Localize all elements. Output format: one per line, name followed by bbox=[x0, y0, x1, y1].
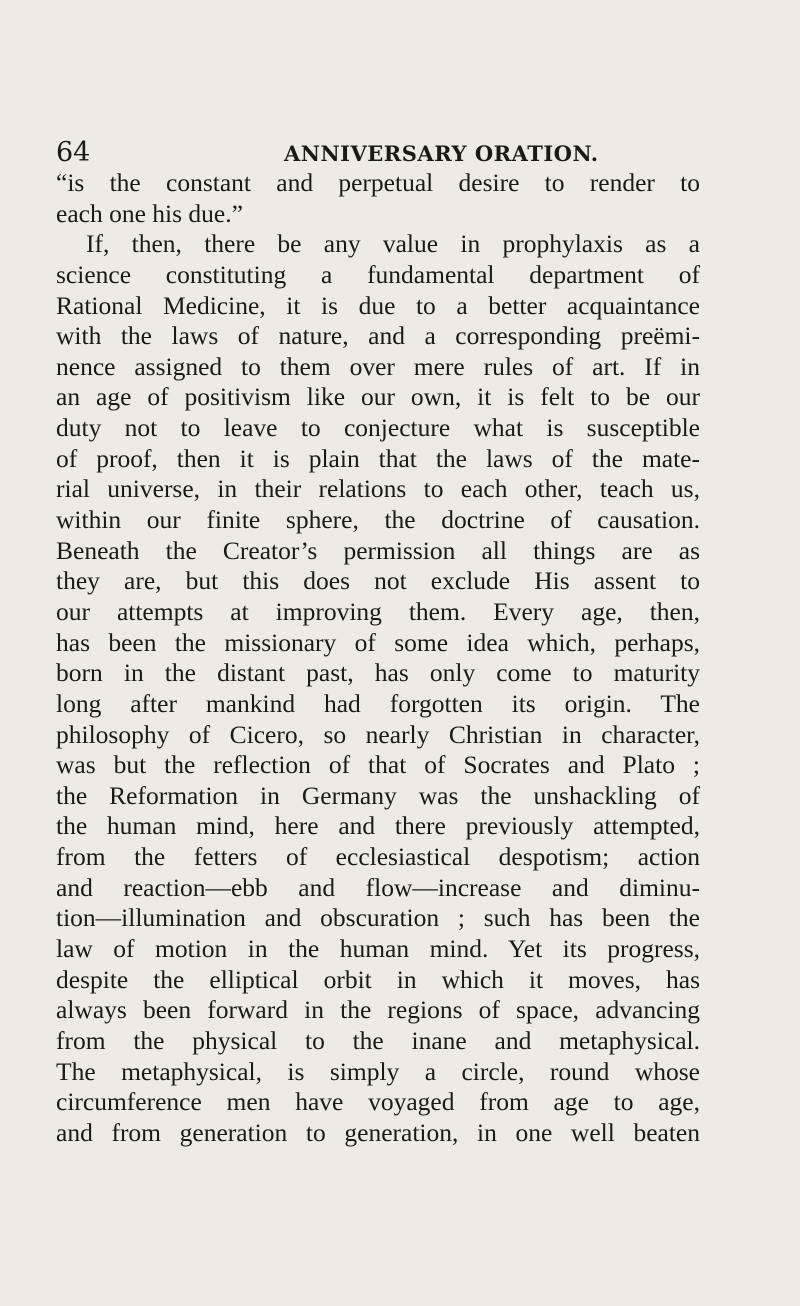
text-line: an age of positivism like our own, it is felt to be our bbox=[56, 382, 700, 412]
text-line: always been forward in the regions of space, advancing bbox=[56, 995, 700, 1025]
text-line: has been the missionary of some idea which, perhaps, bbox=[56, 627, 700, 657]
text-line: despite the elliptical orbit in which it moves, has bbox=[56, 964, 700, 994]
text-line: our attempts at improving them. Every age, then, bbox=[56, 596, 700, 626]
page-header bbox=[56, 136, 700, 170]
running-title: ANNIVERSARY ORATION. bbox=[284, 141, 599, 166]
text-line: circumference men have voyaged from age to age, bbox=[56, 1087, 700, 1117]
text-line: rial universe, in their relations to each other, teach us, bbox=[56, 474, 700, 504]
text-line: “is the constant and perpetual desire to render to bbox=[56, 168, 700, 197]
text-line: of proof, then it is plain that the laws of the mate- bbox=[56, 443, 700, 473]
text-line: born in the distant past, has only come to maturity bbox=[56, 658, 700, 688]
text-line: they are, but this does not exclude His assent to bbox=[56, 566, 700, 596]
text-line: and reaction—ebb and flow—increase and diminu- bbox=[56, 872, 700, 902]
text-line: with the laws of nature, and a corresponding preëmi- bbox=[56, 321, 700, 351]
text-line: each one his due.” bbox=[56, 198, 243, 228]
text-line: If, then, there be any value in prophylaxis as a bbox=[86, 229, 700, 259]
text-line: philosophy of Cicero, so nearly Christian in character, bbox=[56, 719, 700, 749]
text-line: the Reformation in Germany was the unshackling of bbox=[56, 780, 700, 810]
text-line: science constituting a fundamental department of bbox=[56, 259, 700, 289]
text-line: nence assigned to them over mere rules of art. If in bbox=[56, 351, 700, 381]
text-line: was but the reflection of that of Socrates and Plato ; bbox=[56, 750, 700, 780]
text-line: the human mind, here and there previously attempted, bbox=[56, 811, 700, 841]
text-line: Beneath the Creator’s permission all things are as bbox=[56, 535, 700, 565]
body-text bbox=[56, 168, 700, 1149]
text-line: from the physical to the inane and metaphysical. bbox=[56, 1025, 700, 1055]
page-number: 64 bbox=[56, 137, 91, 168]
text-line: The metaphysical, is simply a circle, round whose bbox=[56, 1056, 700, 1086]
text-line: duty not to leave to conjecture what is susceptible bbox=[56, 413, 700, 443]
text-line: tion—illumination and obscuration ; such has been the bbox=[56, 903, 700, 933]
text-line: long after mankind had forgotten its origin. The bbox=[56, 688, 700, 718]
text-line: law of motion in the human mind. Yet its progress, bbox=[56, 934, 700, 964]
text-line: and from generation to generation, in one well beaten bbox=[56, 1117, 700, 1147]
text-line: Rational Medicine, it is due to a better acquaintance bbox=[56, 290, 700, 320]
text-line: from the fetters of ecclesiastical despotism; action bbox=[56, 842, 700, 872]
text-line: within our finite sphere, the doctrine of causation. bbox=[56, 505, 700, 535]
